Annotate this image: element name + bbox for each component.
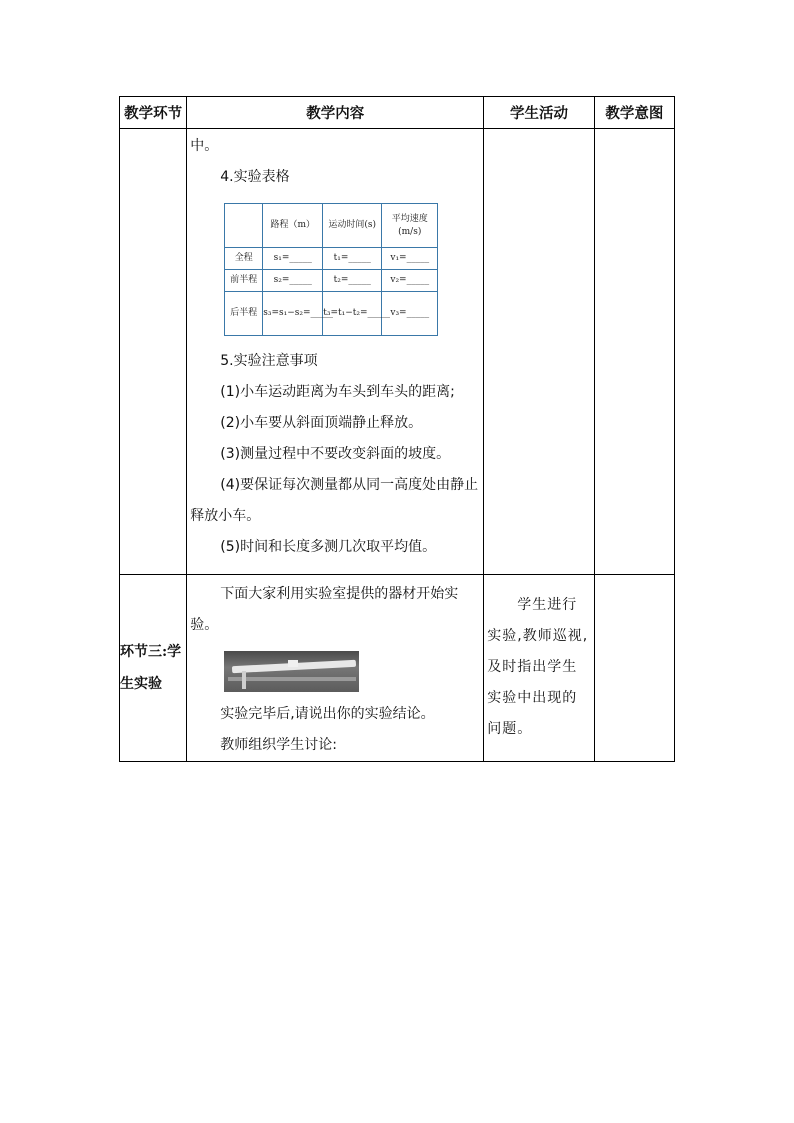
exp-cell: v₂=_____ bbox=[382, 270, 438, 292]
table-title: 4.实验表格 bbox=[220, 169, 290, 185]
exp-header-speed: 平均速度(m/s) bbox=[382, 204, 438, 248]
stage-cell-empty bbox=[120, 129, 187, 575]
exp-cell: s₃=s₁−s₂=_____ bbox=[263, 292, 323, 336]
exp-row-second-half bbox=[225, 292, 438, 336]
activity-cell bbox=[484, 575, 594, 762]
row-experiment-prep bbox=[120, 129, 675, 575]
exp-cell: t₁=_____ bbox=[323, 248, 382, 270]
exp-row-full bbox=[225, 248, 438, 270]
exp-cell: t₂=_____ bbox=[323, 270, 382, 292]
note-item: (2)小车要从斜面顶端静止释放。 bbox=[220, 415, 423, 431]
row-student-experiment bbox=[120, 575, 675, 762]
exp-cell: s₁=_____ bbox=[263, 248, 323, 270]
note-item: (4)要保证每次测量都从同一高度处由静止释放小车。 bbox=[190, 477, 479, 524]
intent-cell-empty bbox=[594, 129, 674, 575]
note-item: (1)小车运动距离为车头到车头的距离; bbox=[220, 384, 455, 400]
header-stage: 教学环节 bbox=[120, 97, 187, 129]
intent-cell-empty bbox=[594, 575, 674, 762]
exp-row-first-half bbox=[225, 270, 438, 292]
exp-header-empty bbox=[225, 204, 263, 248]
exp-row-label: 后半程 bbox=[225, 292, 263, 336]
discussion-text: 教师组织学生讨论: bbox=[220, 737, 337, 753]
exp-row-label: 全程 bbox=[225, 248, 263, 270]
instruction-text: 下面大家利用实验室提供的器材开始实验。 bbox=[190, 586, 459, 633]
exp-cell: t₃=t₁−t₂=_____ bbox=[323, 292, 382, 336]
experiment-table bbox=[224, 203, 438, 336]
content-cell bbox=[187, 129, 484, 575]
exp-cell: v₁=_____ bbox=[382, 248, 438, 270]
activity-cell-empty bbox=[484, 129, 594, 575]
exp-header-distance: 路程（m） bbox=[263, 204, 323, 248]
exp-cell: s₂=_____ bbox=[263, 270, 323, 292]
header-activity: 学生活动 bbox=[484, 97, 594, 129]
notes-title: 5.实验注意事项 bbox=[220, 353, 318, 369]
content-cell bbox=[187, 575, 484, 762]
exp-cell: v₃=_____ bbox=[382, 292, 438, 336]
note-item: (5)时间和长度多测几次取平均值。 bbox=[220, 539, 437, 555]
lesson-plan-table bbox=[119, 96, 675, 762]
activity-text: 学生进行实验,教师巡视,及时指出学生实验中出现的问题。 bbox=[487, 597, 589, 737]
header-content: 教学内容 bbox=[187, 97, 484, 129]
header-row bbox=[120, 97, 675, 129]
exp-row-label: 前半程 bbox=[225, 270, 263, 292]
note-item: (3)测量过程中不要改变斜面的坡度。 bbox=[220, 446, 451, 462]
experiment-table-header bbox=[225, 204, 438, 248]
incline-experiment-photo bbox=[224, 651, 359, 692]
line-start: 中。 bbox=[190, 138, 219, 154]
exp-header-time: 运动时间(s) bbox=[323, 204, 382, 248]
stage-label: 环节三:学生实验 bbox=[120, 575, 187, 762]
conclusion-prompt: 实验完毕后,请说出你的实验结论。 bbox=[220, 706, 435, 722]
header-intent: 教学意图 bbox=[594, 97, 674, 129]
